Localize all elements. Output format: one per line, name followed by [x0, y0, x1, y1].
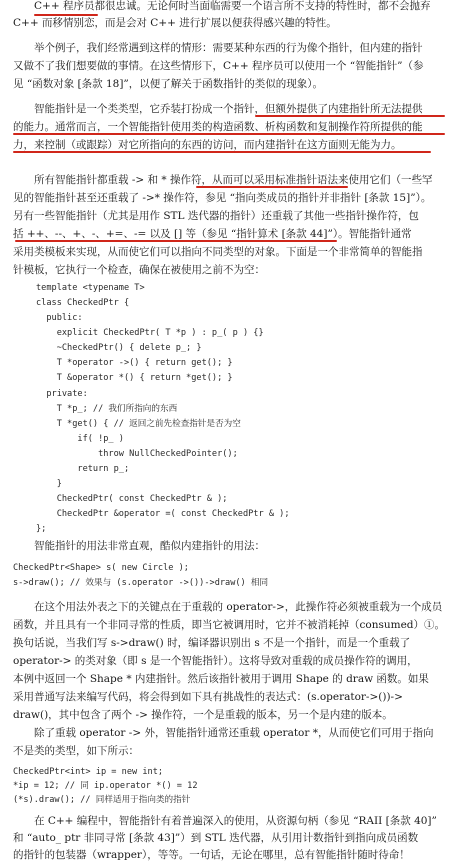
paragraph-line: 除了重载 operator -> 外，智能指针通常还重载 operator *，从而使它们可用于指向 [34, 727, 434, 739]
code-line: }; [36, 524, 47, 534]
red-underline [15, 240, 337, 242]
paragraph-line: 函数，并且具有一个非同寻常的性质，即当它被调用时，它并不被消耗掉（consumed）①。 [13, 619, 446, 631]
paragraph-line: C++ 而移情别恋，而是会对 C++ 进行扩展以便获得感兴趣的特性。 [13, 17, 337, 29]
code-line: class CheckedPtr { [36, 298, 130, 308]
red-underline [255, 115, 445, 117]
paragraph-line: 换句话说，当我们写 s->draw() 时，编译器识别出 s 不是一个指针，而是一个重载了 [13, 637, 411, 649]
paragraph-line: 所有智能指针都重载 -> 和 * 操作符，从而可以采用标准指针语法来使用它们（一些罕 [34, 174, 433, 186]
paragraph-line: 在 C++ 编程中，智能指针有着普遍深入的使用，从资源句柄（参见 “RAII [条款 40]” [34, 815, 437, 827]
paragraph-line: 本例中返回一个 Shape * 内建指针。然后该指针被用于调用 Shape 的 draw 函数。如果 [13, 673, 429, 685]
code-line: *ip = 12; // 同 ip.operator *() = 12 [13, 781, 198, 791]
code-line: template <typename T> [36, 283, 145, 293]
code-line: CheckedPtr<int> ip = new int; [13, 767, 164, 777]
paragraph-line: 又做不了我们想要做的事情。在这些情形下，C++ 程序员可以使用一个 “智能指针”（参 [13, 60, 424, 72]
paragraph-line: 在这个用法外表之下的关键点在于重载的 operator->，此操作符必须被重载为一个成员 [34, 601, 443, 613]
code-line: if( !p_ ) [36, 434, 124, 444]
code-line: s->draw(); // 效果与 (s.operator ->())->draw() 相同 [13, 578, 269, 588]
red-underline [196, 186, 348, 188]
code-line: return p_; [36, 464, 130, 474]
code-line: throw NullCheckedPointer(); [36, 449, 238, 459]
paragraph-line: 见的智能指针甚至还重载了 ->* 操作符，参见 “指向类成员的指针并非指针 [条款 15]”）。 [13, 192, 432, 204]
paragraph-line: 采用普通写法来编写代码，将会得到如下具有挑战性的表达式：(s.operator->())-> [13, 691, 403, 703]
paragraph-line: 括 ++、--、+、-、+=、-= 以及 [] 等（参见 “指针算术 [条款 44]”）。智能指针通常 [13, 228, 412, 240]
code-line: } [36, 479, 62, 489]
code-line: T *operator ->() { return get(); } [36, 358, 233, 368]
paragraph-line: 见 “函数对象 [条款 18]”，以便了解关于函数指针的类似的现象）。 [13, 78, 324, 90]
code-line: T &operator *() { return *get(); } [36, 373, 233, 383]
paragraph-line: operator-> 的类对象（即 s 是一个智能指针）。这将导致对重载的成员操作符的调用， [13, 655, 418, 667]
code-line: CheckedPtr &operator =( const CheckedPtr & ); [36, 509, 290, 519]
red-underline [13, 151, 431, 153]
code-line: public: [36, 313, 83, 323]
paragraph-line: C++ 程序员都很忠诚。无论何时当面临需要一个语言所不支持的特性时，都不会抛弃 [34, 0, 431, 12]
red-underline [13, 133, 445, 135]
red-underline [34, 14, 98, 16]
paragraph-line: 力，来控制（或跟踪）对它所指向的东西的访问，而内建指针在这方面则无能为力。 [13, 139, 402, 151]
code-line: explicit CheckedPtr( T *p ) : p_( p ) {} [36, 328, 264, 338]
paragraph-line: 智能指针是一个类类型，它乔装打扮成一个指针，但额外提供了内建指针所无法提供 [34, 103, 423, 115]
paragraph-line: 举个例子，我们经常遇到这样的情形：需要某种东西的行为像个指针，但内建的指针 [34, 42, 423, 54]
paragraph-line: 采用类模板来实现，从而使它们可以指向不同类型的对象。下面是一个非常简单的智能指 [13, 246, 423, 258]
code-line: ~CheckedPtr() { delete p_; } [36, 343, 202, 353]
code-line: (*s).draw(); // 同样适用于指向类的指针 [13, 795, 191, 805]
paragraph-line: 另有一些智能指针（尤其是用作 STL 迭代器的指针）还重载了其他一些指针操作符，包 [13, 210, 419, 222]
code-line: T *p_; // 我们所指向的东西 [36, 404, 178, 414]
code-line: T *get() { // 返回之前先检查指针是否为空 [36, 419, 241, 429]
paragraph-line: 的能力。通常而言，一个智能指针使用类的构造函数、析构函数和复制操作符所提供的能 [13, 121, 423, 133]
paragraph-line: 和 “auto_ ptr 非同寻常 [条款 43]”）到 STL 迭代器，从引用计数指针到指向成员函数 [13, 832, 419, 844]
code-line: private: [36, 389, 88, 399]
paragraph-line: 的指针的包装器（wrapper），等等。一句话，无论在哪里，总有智能指针随时待命！ [13, 849, 410, 861]
paragraph-line: 针模板，它执行一个检查，确保在被使用之前不为空： [13, 264, 265, 276]
paragraph-line: draw()，其中包含了两个 -> 操作符，一个是重载的版本，另一个是内建的版本。 [13, 709, 393, 721]
paragraph-line: 不是类的类型，如下所示： [13, 745, 139, 757]
paragraph-line: 智能指针的用法非常直观，酷似内建指针的用法： [34, 540, 265, 552]
code-line: CheckedPtr<Shape> s( new Circle ); [13, 563, 189, 573]
code-line: CheckedPtr( const CheckedPtr & ); [36, 494, 228, 504]
